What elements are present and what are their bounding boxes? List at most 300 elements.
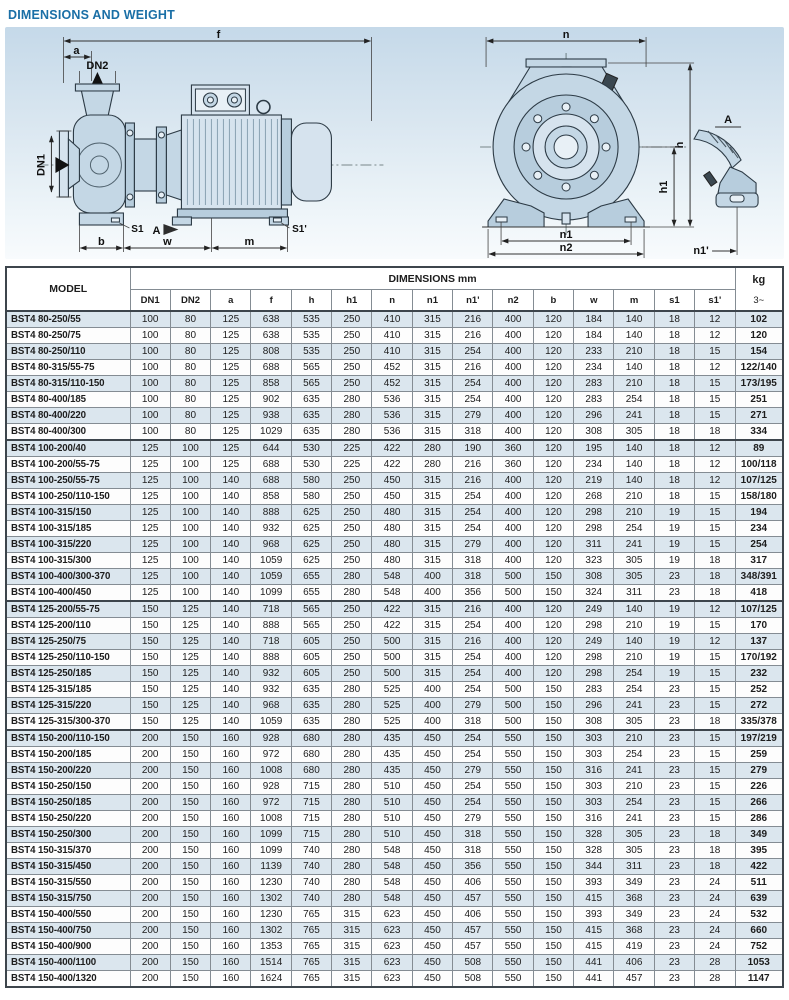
dimension-cell: 400	[493, 392, 533, 408]
dimension-cell: 19	[654, 553, 694, 569]
dimension-cell: 400	[493, 634, 533, 650]
dimension-cell: 250	[332, 311, 372, 328]
dimension-cell: 280	[332, 392, 372, 408]
dimension-cell: 140	[211, 489, 251, 505]
dimension-cell: 120	[533, 666, 573, 682]
col-header-dn2: DN2	[170, 290, 210, 312]
dimension-cell: 234	[574, 360, 614, 376]
dimension-cell: 500	[493, 682, 533, 698]
dimension-cell: 210	[614, 618, 654, 634]
dimension-cell: 410	[372, 344, 412, 360]
dimension-cell: 1008	[251, 811, 291, 827]
weight-cell: 334	[735, 424, 783, 441]
weight-cell: 89	[735, 440, 783, 457]
dimension-cell: 740	[291, 875, 331, 891]
dimension-cell: 150	[533, 875, 573, 891]
dimension-cell: 184	[574, 328, 614, 344]
weight-cell: 639	[735, 891, 783, 907]
weight-cell: 137	[735, 634, 783, 650]
dimension-cell: 450	[412, 763, 452, 779]
dimension-cell: 450	[412, 859, 452, 875]
dimension-cell: 140	[211, 650, 251, 666]
model-cell: BST4 100-315/185	[6, 521, 130, 537]
dimension-cell: 280	[332, 795, 372, 811]
dimension-cell: 318	[453, 553, 493, 569]
dim-label-h: h	[673, 141, 686, 149]
dimension-cell: 120	[533, 344, 573, 360]
dimension-cell: 200	[130, 811, 170, 827]
weight-cell: 272	[735, 698, 783, 714]
dimension-cell: 150	[170, 763, 210, 779]
dimension-cell: 140	[211, 553, 251, 569]
dimension-cell: 150	[170, 907, 210, 923]
dimension-cell: 125	[130, 585, 170, 602]
table-row	[6, 923, 783, 939]
dimension-cell: 140	[211, 537, 251, 553]
dimension-cell: 125	[170, 698, 210, 714]
dimension-cell: 12	[695, 457, 735, 473]
dimension-cell: 120	[533, 537, 573, 553]
dimension-cell: 160	[211, 795, 251, 811]
dimension-cell: 100	[170, 569, 210, 585]
dim-label-b: b	[98, 236, 105, 248]
col-header-b: b	[533, 290, 573, 312]
dimension-cell: 150	[170, 971, 210, 988]
dimension-cell: 125	[130, 440, 170, 457]
dimension-cell: 400	[412, 569, 452, 585]
dimension-cell: 100	[130, 392, 170, 408]
dimension-cell: 356	[453, 859, 493, 875]
dimension-cell: 450	[412, 747, 452, 763]
dimension-cell: 1099	[251, 843, 291, 859]
dimension-cell: 318	[453, 843, 493, 859]
dimension-cell: 160	[211, 779, 251, 795]
dimension-cell: 100	[170, 457, 210, 473]
dimension-cell: 550	[493, 907, 533, 923]
dimension-cell: 623	[372, 971, 412, 988]
dimension-cell: 100	[170, 505, 210, 521]
dimension-cell: 315	[412, 473, 452, 489]
dimension-cell: 150	[533, 730, 573, 747]
col-header-s1: s1'	[695, 290, 735, 312]
dimension-cell: 740	[291, 843, 331, 859]
dimension-cell: 18	[654, 489, 694, 505]
dimension-cell: 280	[332, 875, 372, 891]
dimension-cell: 688	[251, 473, 291, 489]
dimension-cell: 393	[574, 875, 614, 891]
dimension-cell: 120	[533, 601, 573, 618]
dimension-cell: 715	[291, 811, 331, 827]
dimension-cell: 254	[453, 795, 493, 811]
dimension-cell: 400	[493, 505, 533, 521]
table-row	[6, 875, 783, 891]
model-cell: BST4 125-315/300-370	[6, 714, 130, 731]
view-a-arrow	[163, 224, 178, 235]
weight-cell: 226	[735, 779, 783, 795]
dimension-cell: 508	[453, 971, 493, 988]
dimension-cell: 150	[130, 714, 170, 731]
dimension-cell: 150	[533, 939, 573, 955]
dimension-cell: 120	[533, 505, 573, 521]
col-header-m: m	[614, 290, 654, 312]
dimension-cell: 450	[412, 891, 452, 907]
dimension-cell: 525	[372, 698, 412, 714]
dimension-cell: 680	[291, 763, 331, 779]
table-row	[6, 328, 783, 344]
dimension-cell: 280	[332, 569, 372, 585]
dimension-cell: 250	[332, 328, 372, 344]
dimension-cell: 200	[130, 939, 170, 955]
dimension-cell: 280	[332, 779, 372, 795]
dimension-cell: 210	[614, 505, 654, 521]
dimension-cell: 216	[453, 360, 493, 376]
model-cell: BST4 125-315/220	[6, 698, 130, 714]
technical-drawings-panel	[5, 27, 784, 259]
dimension-cell: 1029	[251, 424, 291, 441]
dimension-cell: 315	[412, 618, 452, 634]
dimension-cell: 250	[332, 489, 372, 505]
dimension-cell: 400	[493, 537, 533, 553]
dimension-cell: 283	[574, 392, 614, 408]
dimension-cell: 550	[493, 747, 533, 763]
dimension-cell: 150	[170, 730, 210, 747]
model-cell: BST4 150-250/300	[6, 827, 130, 843]
model-cell: BST4 100-200/40	[6, 440, 130, 457]
dimension-cell: 932	[251, 682, 291, 698]
dimension-cell: 740	[291, 859, 331, 875]
model-cell: BST4 80-400/185	[6, 392, 130, 408]
dimension-cell: 23	[654, 585, 694, 602]
dimension-cell: 23	[654, 875, 694, 891]
dimension-cell: 125	[211, 344, 251, 360]
dimension-cell: 23	[654, 907, 694, 923]
model-cell: BST4 100-400/300-370	[6, 569, 130, 585]
dimension-cell: 150	[533, 779, 573, 795]
dimension-cell: 100	[170, 553, 210, 569]
dimension-cell: 435	[372, 730, 412, 747]
dimension-cell: 254	[614, 392, 654, 408]
dimension-cell: 241	[614, 537, 654, 553]
dimension-cell: 150	[533, 923, 573, 939]
table-row	[6, 843, 783, 859]
model-cell: BST4 150-315/750	[6, 891, 130, 907]
dimension-cell: 250	[332, 601, 372, 618]
dimension-cell: 635	[291, 698, 331, 714]
dimension-cell: 150	[130, 650, 170, 666]
dimension-cell: 280	[332, 763, 372, 779]
dimension-cell: 1514	[251, 955, 291, 971]
dimension-cell: 150	[533, 891, 573, 907]
dimension-cell: 120	[533, 440, 573, 457]
dimension-cell: 140	[614, 601, 654, 618]
table-row	[6, 424, 783, 441]
dimension-cell: 150	[170, 795, 210, 811]
weight-cell: 194	[735, 505, 783, 521]
model-cell: BST4 150-250/220	[6, 811, 130, 827]
dimension-cell: 140	[614, 440, 654, 457]
dimension-cell: 535	[291, 328, 331, 344]
dimension-cell: 254	[614, 747, 654, 763]
dimension-cell: 254	[453, 682, 493, 698]
dimension-cell: 565	[291, 618, 331, 634]
dimension-cell: 550	[493, 779, 533, 795]
dimension-cell: 18	[695, 843, 735, 859]
table-row	[6, 553, 783, 569]
table-row	[6, 891, 783, 907]
dimension-cell: 18	[695, 553, 735, 569]
weight-cell: 259	[735, 747, 783, 763]
dimension-cell: 120	[533, 311, 573, 328]
dimension-cell: 100	[130, 328, 170, 344]
dimension-cell: 150	[170, 843, 210, 859]
weight-cell: 271	[735, 408, 783, 424]
dimension-cell: 315	[412, 360, 452, 376]
dimension-cell: 1302	[251, 923, 291, 939]
dimension-cell: 303	[574, 747, 614, 763]
dimension-cell: 638	[251, 328, 291, 344]
table-row	[6, 618, 783, 634]
dimension-cell: 315	[332, 907, 372, 923]
model-cell: BST4 80-400/300	[6, 424, 130, 441]
dimension-cell: 160	[211, 763, 251, 779]
table-row	[6, 457, 783, 473]
dimension-cell: 254	[614, 666, 654, 682]
dimension-cell: 305	[614, 843, 654, 859]
dimension-cell: 120	[533, 473, 573, 489]
dimension-cell: 400	[493, 553, 533, 569]
dimension-cell: 140	[614, 360, 654, 376]
dimension-cell: 1139	[251, 859, 291, 875]
weight-cell: 1147	[735, 971, 783, 988]
dimension-cell: 400	[493, 328, 533, 344]
dimension-cell: 450	[412, 923, 452, 939]
weight-cell: 107/125	[735, 473, 783, 489]
dimension-cell: 452	[372, 376, 412, 392]
weight-cell: 335/378	[735, 714, 783, 731]
dimension-cell: 160	[211, 859, 251, 875]
col-header-f: f	[251, 290, 291, 312]
dimension-cell: 530	[291, 457, 331, 473]
dimension-cell: 400	[412, 682, 452, 698]
dimension-cell: 195	[574, 440, 614, 457]
dimension-cell: 356	[453, 585, 493, 602]
dimension-cell: 23	[654, 763, 694, 779]
dimension-cell: 254	[453, 730, 493, 747]
weight-cell: 102	[735, 311, 783, 328]
dimension-cell: 15	[695, 747, 735, 763]
dimension-cell: 18	[654, 457, 694, 473]
dimension-cell: 308	[574, 714, 614, 731]
dimension-cell: 140	[211, 585, 251, 602]
table-row	[6, 859, 783, 875]
weight-cell: 252	[735, 682, 783, 698]
dimension-cell: 15	[695, 650, 735, 666]
dimension-cell: 125	[130, 505, 170, 521]
model-cell: BST4 150-315/370	[6, 843, 130, 859]
dimension-cell: 279	[453, 811, 493, 827]
dimension-cell: 241	[614, 698, 654, 714]
dimension-cell: 715	[291, 827, 331, 843]
dimension-cell: 15	[695, 505, 735, 521]
model-cell: BST4 100-250/110-150	[6, 489, 130, 505]
dimension-cell: 19	[654, 521, 694, 537]
dimension-cell: 200	[130, 875, 170, 891]
table-row	[6, 763, 783, 779]
dimension-cell: 480	[372, 505, 412, 521]
dimension-cell: 623	[372, 955, 412, 971]
dimension-cell: 315	[412, 505, 452, 521]
dimension-cell: 140	[614, 473, 654, 489]
dimensions-table	[5, 266, 784, 988]
dimension-cell: 200	[130, 955, 170, 971]
dimension-cell: 605	[291, 666, 331, 682]
dimension-cell: 250	[332, 505, 372, 521]
dimension-cell: 580	[291, 473, 331, 489]
dimension-cell: 635	[291, 682, 331, 698]
col-header-n1: n1	[412, 290, 452, 312]
pump-front-view-drawing	[418, 27, 784, 259]
dimension-cell: 160	[211, 891, 251, 907]
dimension-cell: 565	[291, 360, 331, 376]
table-row	[6, 666, 783, 682]
dimension-cell: 125	[170, 682, 210, 698]
dimension-cell: 318	[453, 714, 493, 731]
dimension-cell: 808	[251, 344, 291, 360]
dimension-cell: 623	[372, 907, 412, 923]
table-row	[6, 601, 783, 618]
dimension-cell: 400	[493, 408, 533, 424]
dimension-cell: 535	[291, 311, 331, 328]
dimension-cell: 12	[695, 473, 735, 489]
table-row	[6, 907, 783, 923]
dimension-cell: 150	[170, 859, 210, 875]
dimension-cell: 368	[614, 923, 654, 939]
dimension-cell: 200	[130, 907, 170, 923]
weight-cell: 348/391	[735, 569, 783, 585]
dimension-cell: 150	[130, 682, 170, 698]
dimension-cell: 80	[170, 424, 210, 441]
table-row	[6, 440, 783, 457]
col-header-dimensions-group: DIMENSIONS mm	[130, 267, 735, 290]
dimension-cell: 280	[332, 682, 372, 698]
dimension-cell: 15	[695, 489, 735, 505]
dimension-cell: 280	[332, 585, 372, 602]
dimension-cell: 296	[574, 408, 614, 424]
dimension-cell: 548	[372, 585, 412, 602]
dimension-cell: 120	[533, 521, 573, 537]
dimension-cell: 344	[574, 859, 614, 875]
dim-label-dn1: DN1	[35, 153, 48, 177]
dim-label-n2: n2	[559, 242, 573, 254]
table-row	[6, 569, 783, 585]
weight-cell: 197/219	[735, 730, 783, 747]
dimension-cell: 160	[211, 907, 251, 923]
dimension-cell: 280	[332, 843, 372, 859]
model-cell: BST4 80-315/55-75	[6, 360, 130, 376]
dimension-cell: 605	[291, 634, 331, 650]
dimension-cell: 303	[574, 779, 614, 795]
dim-label-s1: S1	[131, 224, 144, 235]
weight-cell: 122/140	[735, 360, 783, 376]
dimension-cell: 254	[453, 392, 493, 408]
dimension-cell: 655	[291, 569, 331, 585]
dimension-cell: 400	[412, 698, 452, 714]
dimension-cell: 233	[574, 344, 614, 360]
dimension-cell: 250	[332, 618, 372, 634]
dimension-cell: 510	[372, 811, 412, 827]
table-row	[6, 585, 783, 602]
dimension-cell: 15	[695, 795, 735, 811]
weight-cell: 279	[735, 763, 783, 779]
dimension-cell: 100	[130, 424, 170, 441]
dimension-cell: 548	[372, 569, 412, 585]
dimension-cell: 24	[695, 875, 735, 891]
dimension-cell: 80	[170, 311, 210, 328]
dimension-cell: 315	[412, 311, 452, 328]
dimension-cell: 888	[251, 505, 291, 521]
weight-cell: 234	[735, 521, 783, 537]
dimension-cell: 1099	[251, 827, 291, 843]
dimension-cell: 80	[170, 360, 210, 376]
dimension-cell: 150	[533, 859, 573, 875]
col-header-dn1: DN1	[130, 290, 170, 312]
dimension-cell: 480	[372, 521, 412, 537]
dim-label-dn2: DN2	[86, 60, 109, 72]
table-row	[6, 971, 783, 988]
dimension-cell: 120	[533, 328, 573, 344]
weight-cell: 286	[735, 811, 783, 827]
dim-label-n: n	[562, 29, 570, 41]
dimension-cell: 249	[574, 634, 614, 650]
dimension-cell: 888	[251, 618, 291, 634]
dimension-cell: 565	[291, 376, 331, 392]
dimension-cell: 510	[372, 827, 412, 843]
table-row	[6, 521, 783, 537]
dimension-cell: 450	[412, 971, 452, 988]
dimension-cell: 28	[695, 971, 735, 988]
dimension-cell: 298	[574, 618, 614, 634]
dimension-cell: 740	[291, 891, 331, 907]
dimension-cell: 550	[493, 939, 533, 955]
table-row	[6, 795, 783, 811]
dim-label-w: w	[163, 236, 172, 248]
dimension-cell: 160	[211, 730, 251, 747]
dimension-cell: 280	[332, 747, 372, 763]
dimension-cell: 305	[614, 553, 654, 569]
dimension-cell: 210	[614, 344, 654, 360]
table-row	[6, 955, 783, 971]
dimension-cell: 120	[533, 424, 573, 441]
table-row	[6, 650, 783, 666]
dimension-cell: 457	[453, 923, 493, 939]
dimension-cell: 80	[170, 328, 210, 344]
dimension-cell: 125	[170, 618, 210, 634]
model-cell: BST4 100-250/55-75	[6, 473, 130, 489]
dimension-cell: 349	[614, 907, 654, 923]
dimension-cell: 298	[574, 521, 614, 537]
dimension-cell: 15	[695, 376, 735, 392]
dimension-cell: 150	[533, 682, 573, 698]
col-header-n: n	[372, 290, 412, 312]
dimension-cell: 406	[453, 875, 493, 891]
dimension-cell: 400	[493, 489, 533, 505]
weight-cell: 511	[735, 875, 783, 891]
weight-cell: 349	[735, 827, 783, 843]
dimension-cell: 100	[170, 521, 210, 537]
dimension-cell: 311	[614, 859, 654, 875]
dimension-cell: 928	[251, 779, 291, 795]
dimension-cell: 28	[695, 955, 735, 971]
